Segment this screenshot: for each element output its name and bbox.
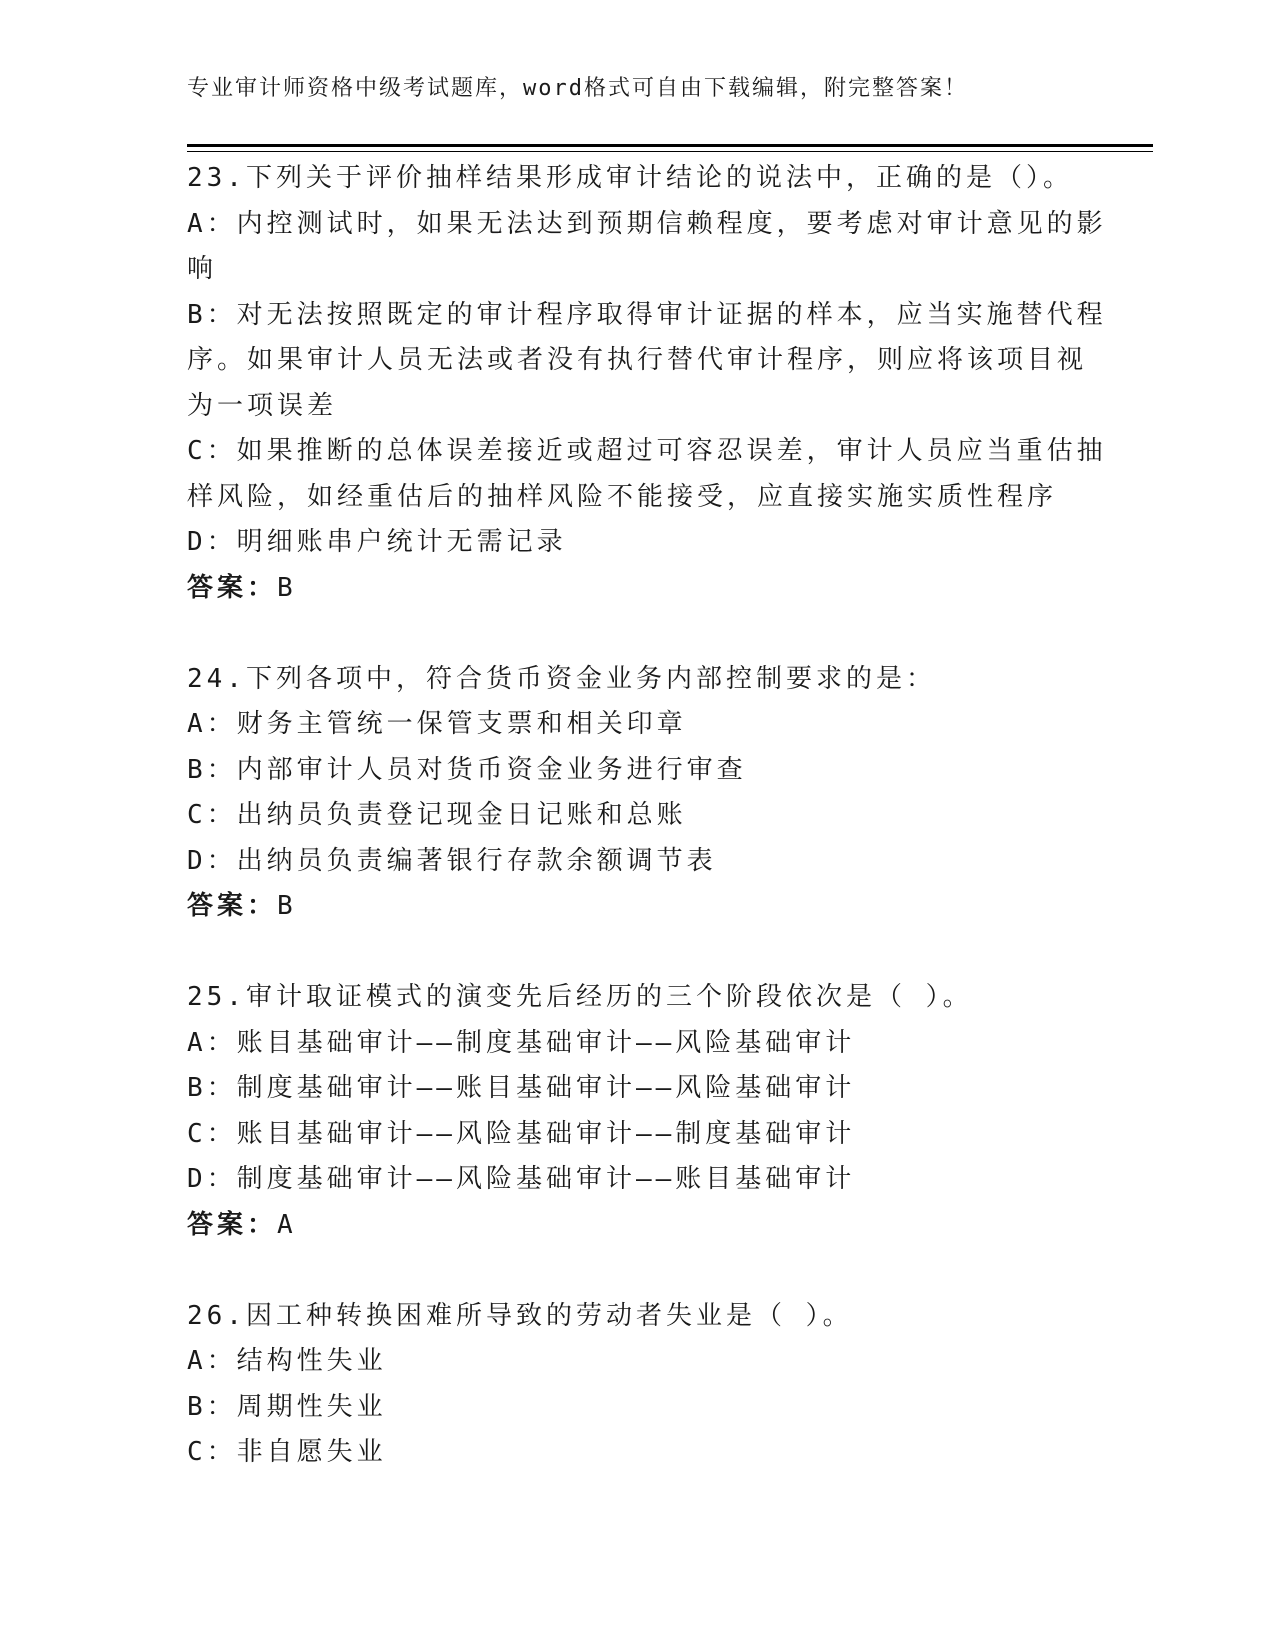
question-26 xyxy=(187,1294,1087,1476)
question-stem: 24.下列各项中，符合货币资金业务内部控制要求的是： xyxy=(187,663,936,694)
question-stem: 25.审计取证模式的演变先后经历的三个阶段依次是（ ）。 xyxy=(187,982,973,1012)
option-line: A：内控测试时，如果无法达到预期信赖程度，要考虑对审计意见的影 xyxy=(187,208,1107,239)
option-line: 为一项误差 xyxy=(187,390,338,421)
question-spacer xyxy=(187,930,1087,976)
option-line: D：出纳员负责编著银行存款余额调节表 xyxy=(187,845,717,876)
option-line: C：非自愿失业 xyxy=(187,1437,387,1467)
answer-value: B xyxy=(277,891,295,921)
answer-label: 答案： xyxy=(187,572,278,603)
option-line: B：周期性失业 xyxy=(187,1391,387,1422)
question-stem: 23.下列关于评价抽样结果形成审计结论的说法中，正确的是（）。 xyxy=(187,163,1073,193)
option-line: C：出纳员负责登记现金日记账和总账 xyxy=(187,800,687,830)
question-spacer xyxy=(187,1248,1087,1294)
question-25 xyxy=(187,975,1087,1248)
answer-line xyxy=(187,566,1087,612)
option-line: D：明细账串户统计无需记录 xyxy=(187,527,567,557)
option-line: 样风险，如经重估后的抽样风险不能接受，应直接实施实质性程序 xyxy=(187,481,1058,512)
answer-label: 答案： xyxy=(187,1209,278,1240)
header-rule-thick xyxy=(187,144,1153,147)
question-stem: 26.因工种转换困难所导致的劳动者失业是（ ）。 xyxy=(187,1300,853,1331)
answer-label: 答案： xyxy=(187,891,278,921)
answer-line xyxy=(187,1203,1087,1249)
option-line: C：账目基础审计——风险基础审计——制度基础审计 xyxy=(187,1118,856,1149)
option-line: A：财务主管统一保管支票和相关印章 xyxy=(187,709,687,739)
option-line: 序。如果审计人员无法或者没有执行替代审计程序，则应将该项目视 xyxy=(187,345,1088,375)
answer-value: A xyxy=(277,1209,295,1240)
answer-line xyxy=(187,884,1087,930)
option-line: B：内部审计人员对货币资金业务进行审查 xyxy=(187,754,747,785)
answer-value: B xyxy=(277,572,295,603)
question-spacer xyxy=(187,611,1087,657)
option-line: A：账目基础审计——制度基础审计——风险基础审计 xyxy=(187,1027,856,1058)
option-line: D：制度基础审计——风险基础审计——账目基础审计 xyxy=(187,1164,856,1194)
question-23 xyxy=(187,156,1107,611)
option-line: C：如果推断的总体误差接近或超过可容忍误差，审计人员应当重估抽 xyxy=(187,436,1107,466)
option-line: B：制度基础审计——账目基础审计——风险基础审计 xyxy=(187,1073,856,1103)
option-line: B：对无法按照既定的审计程序取得审计证据的样本，应当实施替代程 xyxy=(187,299,1107,330)
question-list xyxy=(187,156,1107,1476)
option-line: 响 xyxy=(187,254,218,284)
header-rule-thin xyxy=(187,151,1153,152)
page-header: 专业审计师资格中级考试题库，word格式可自由下载编辑，附完整答案！ xyxy=(187,76,968,101)
option-line: A：结构性失业 xyxy=(187,1346,387,1376)
question-24 xyxy=(187,657,1087,930)
